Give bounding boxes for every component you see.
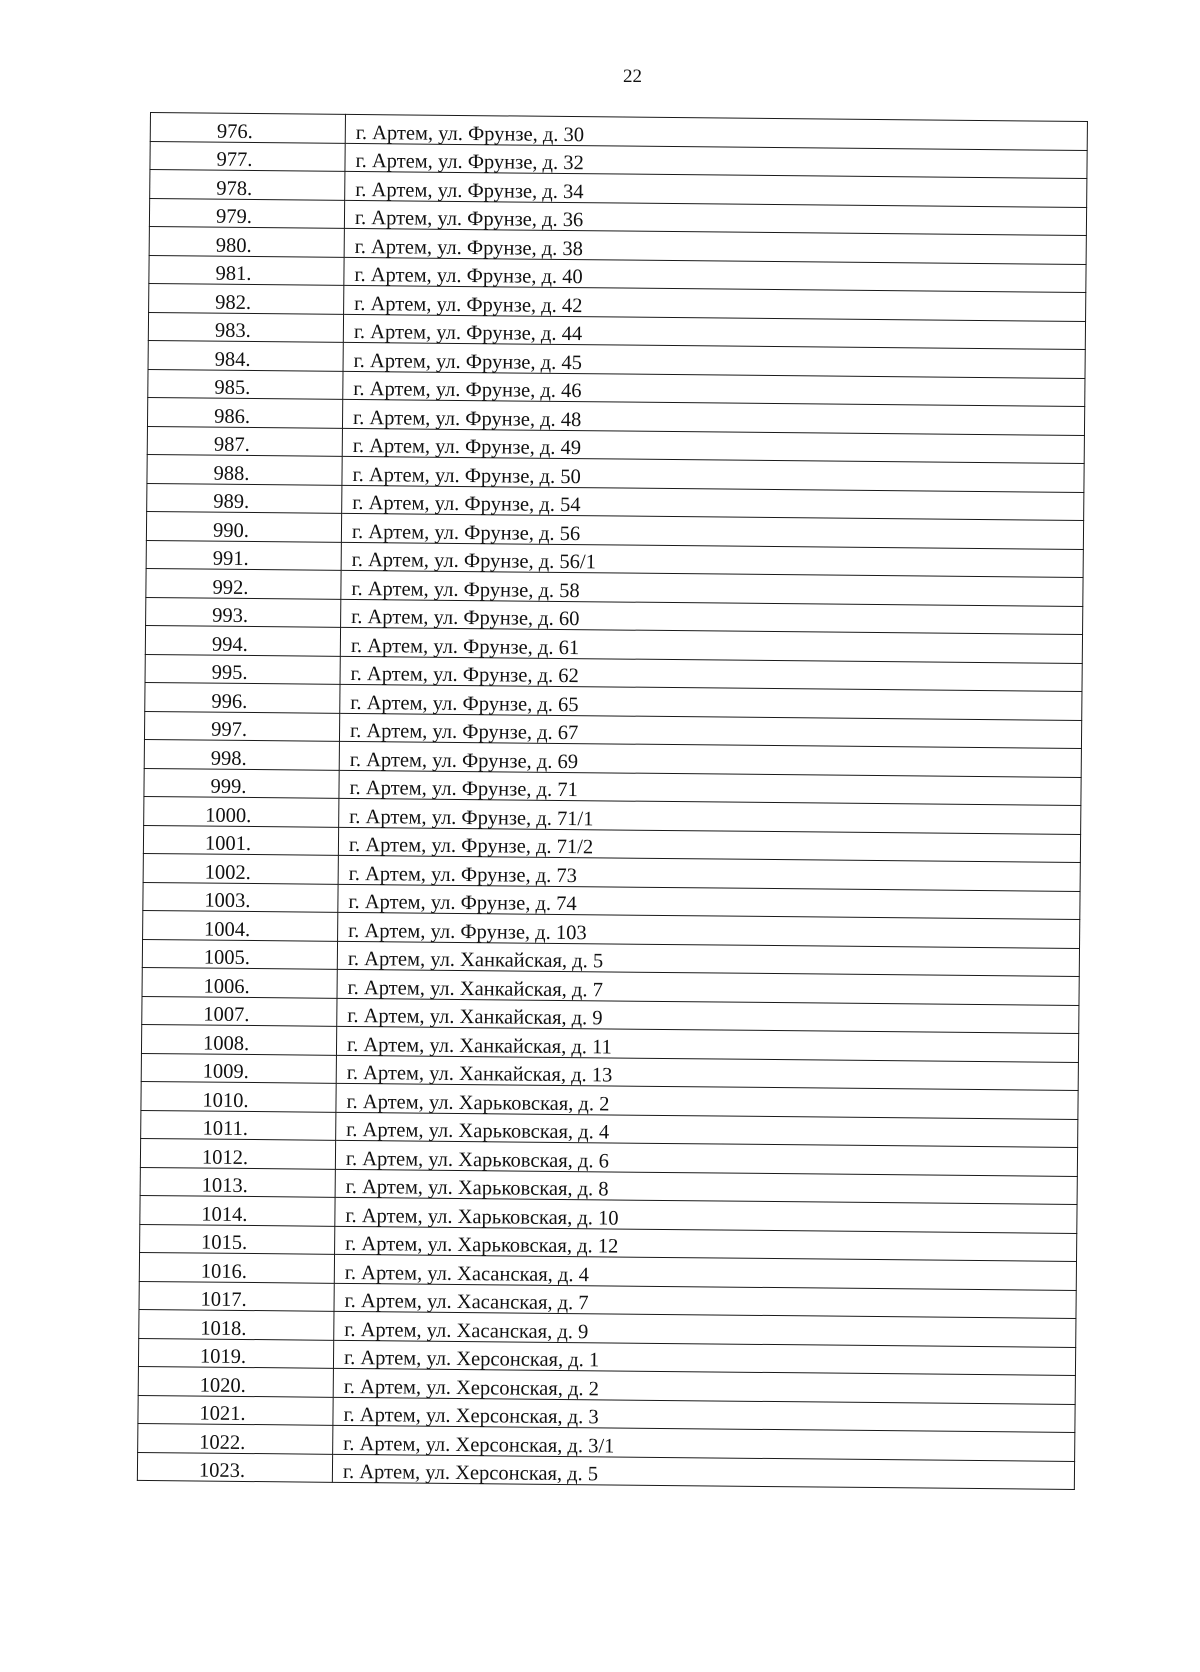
row-number-cell: 993. — [146, 597, 341, 627]
address-cell: г. Артем, ул. Фрунзе, д. 103 — [338, 912, 1080, 948]
row-number-cell: 1000. — [144, 796, 339, 826]
row-number-cell: 989. — [147, 483, 342, 513]
address-cell: г. Артем, ул. Фрунзе, д. 71/2 — [338, 827, 1080, 863]
address-cell: г. Артем, ул. Харьковская, д. 10 — [335, 1197, 1077, 1233]
row-number-cell: 1019. — [138, 1338, 333, 1368]
address-cell: г. Артем, ул. Фрунзе, д. 62 — [340, 656, 1082, 692]
row-number-cell: 1002. — [143, 853, 338, 883]
row-number-cell: 1020. — [138, 1366, 333, 1396]
address-cell: г. Артем, ул. Хасанская, д. 9 — [334, 1311, 1076, 1347]
row-number-cell: 1017. — [139, 1281, 334, 1311]
row-number-cell: 980. — [149, 226, 344, 256]
address-cell: г. Артем, ул. Фрунзе, д. 58 — [341, 570, 1083, 606]
address-cell: г. Артем, ул. Херсонская, д. 3/1 — [333, 1425, 1075, 1461]
address-cell: г. Артем, ул. Фрунзе, д. 45 — [343, 342, 1085, 378]
address-cell: г. Артем, ул. Херсонская, д. 3 — [333, 1397, 1075, 1433]
row-number-cell: 1021. — [138, 1395, 333, 1425]
row-number-cell: 1022. — [138, 1423, 333, 1453]
row-number-cell: 977. — [150, 141, 345, 171]
row-number-cell: 1015. — [140, 1224, 335, 1254]
row-number-cell: 995. — [145, 654, 340, 684]
address-cell: г. Артем, ул. Фрунзе, д. 36 — [344, 200, 1086, 236]
row-number-cell: 1016. — [139, 1252, 334, 1282]
row-number-cell: 984. — [148, 340, 343, 370]
address-cell: г. Артем, ул. Ханкайская, д. 13 — [336, 1055, 1078, 1091]
row-number-cell: 978. — [150, 170, 345, 200]
row-number-cell: 1018. — [139, 1309, 334, 1339]
address-cell: г. Артем, ул. Фрунзе, д. 30 — [345, 114, 1087, 150]
address-cell: г. Артем, ул. Фрунзе, д. 67 — [339, 713, 1081, 749]
row-number-cell: 1023. — [137, 1452, 332, 1482]
address-cell: г. Артем, ул. Фрунзе, д. 46 — [343, 371, 1085, 407]
address-cell: г. Артем, ул. Фрунзе, д. 71 — [339, 770, 1081, 806]
page-number: 22 — [623, 66, 642, 87]
address-cell: г. Артем, ул. Фрунзе, д. 38 — [344, 228, 1086, 264]
row-number-cell: 1008. — [141, 1024, 336, 1054]
address-cell: г. Артем, ул. Фрунзе, д. 65 — [340, 684, 1082, 720]
address-cell: г. Артем, ул. Фрунзе, д. 50 — [342, 456, 1084, 492]
row-number-cell: 997. — [144, 711, 339, 741]
address-cell: г. Артем, ул. Харьковская, д. 2 — [336, 1083, 1078, 1119]
row-number-cell: 992. — [146, 568, 341, 598]
address-cell: г. Артем, ул. Херсонская, д. 5 — [332, 1454, 1074, 1490]
address-cell: г. Артем, ул. Херсонская, д. 2 — [333, 1368, 1075, 1404]
row-number-cell: 996. — [145, 682, 340, 712]
row-number-cell: 981. — [149, 255, 344, 285]
address-cell: г. Артем, ул. Фрунзе, д. 32 — [345, 143, 1087, 179]
address-cell: г. Артем, ул. Фрунзе, д. 44 — [343, 314, 1085, 350]
address-cell: г. Артем, ул. Фрунзе, д. 74 — [338, 884, 1080, 920]
address-cell: г. Артем, ул. Ханкайская, д. 5 — [337, 941, 1079, 977]
address-cell: г. Артем, ул. Фрунзе, д. 71/1 — [339, 798, 1081, 834]
address-cell: г. Артем, ул. Фрунзе, д. 42 — [344, 285, 1086, 321]
address-cell: г. Артем, ул. Фрунзе, д. 56 — [341, 513, 1083, 549]
address-cell: г. Артем, ул. Хасанская, д. 7 — [334, 1283, 1076, 1319]
address-cell: г. Артем, ул. Фрунзе, д. 73 — [338, 855, 1080, 891]
row-number-cell: 1014. — [140, 1195, 335, 1225]
row-number-cell: 986. — [147, 397, 342, 427]
address-cell: г. Артем, ул. Ханкайская, д. 9 — [337, 998, 1079, 1034]
address-cell: г. Артем, ул. Харьковская, д. 12 — [335, 1226, 1077, 1262]
row-number-cell: 990. — [146, 511, 341, 541]
row-number-cell: 999. — [144, 768, 339, 798]
address-cell: г. Артем, ул. Фрунзе, д. 69 — [339, 741, 1081, 777]
address-cell: г. Артем, ул. Фрунзе, д. 48 — [342, 399, 1084, 435]
row-number-cell: 1001. — [143, 825, 338, 855]
row-number-cell: 1009. — [141, 1053, 336, 1083]
address-cell: г. Артем, ул. Харьковская, д. 4 — [336, 1112, 1078, 1148]
address-cell: г. Артем, ул. Хасанская, д. 4 — [334, 1254, 1076, 1290]
address-cell: г. Артем, ул. Ханкайская, д. 7 — [337, 969, 1079, 1005]
row-number-cell: 979. — [149, 198, 344, 228]
row-number-cell: 1005. — [142, 939, 337, 969]
row-number-cell: 982. — [149, 283, 344, 313]
address-cell: г. Артем, ул. Фрунзе, д. 54 — [342, 485, 1084, 521]
row-number-cell: 1007. — [142, 996, 337, 1026]
row-number-cell: 987. — [147, 426, 342, 456]
address-cell: г. Артем, ул. Фрунзе, д. 49 — [342, 428, 1084, 464]
row-number-cell: 1013. — [140, 1167, 335, 1197]
address-table — [137, 112, 1088, 1490]
address-table-body — [137, 113, 1087, 1490]
address-cell: г. Артем, ул. Харьковская, д. 8 — [335, 1169, 1077, 1205]
row-number-cell: 1011. — [141, 1110, 336, 1140]
address-cell: г. Артем, ул. Фрунзе, д. 40 — [344, 257, 1086, 293]
row-number-cell: 1004. — [143, 910, 338, 940]
row-number-cell: 994. — [145, 625, 340, 655]
row-number-cell: 985. — [148, 369, 343, 399]
row-number-cell: 1003. — [143, 882, 338, 912]
address-cell: г. Артем, ул. Фрунзе, д. 34 — [345, 171, 1087, 207]
address-cell: г. Артем, ул. Херсонская, д. 1 — [333, 1340, 1075, 1376]
address-cell: г. Артем, ул. Фрунзе, д. 61 — [340, 627, 1082, 663]
row-number-cell: 1012. — [140, 1138, 335, 1168]
row-number-cell: 991. — [146, 540, 341, 570]
address-cell: г. Артем, ул. Фрунзе, д. 56/1 — [341, 542, 1083, 578]
address-cell: г. Артем, ул. Харьковская, д. 6 — [335, 1140, 1077, 1176]
row-number-cell: 1006. — [142, 967, 337, 997]
row-number-cell: 998. — [144, 739, 339, 769]
row-number-cell: 1010. — [141, 1081, 336, 1111]
address-cell: г. Артем, ул. Фрунзе, д. 60 — [341, 599, 1083, 635]
row-number-cell: 988. — [147, 454, 342, 484]
address-cell: г. Артем, ул. Ханкайская, д. 11 — [336, 1026, 1078, 1062]
row-number-cell: 983. — [148, 312, 343, 342]
row-number-cell: 976. — [150, 113, 345, 143]
